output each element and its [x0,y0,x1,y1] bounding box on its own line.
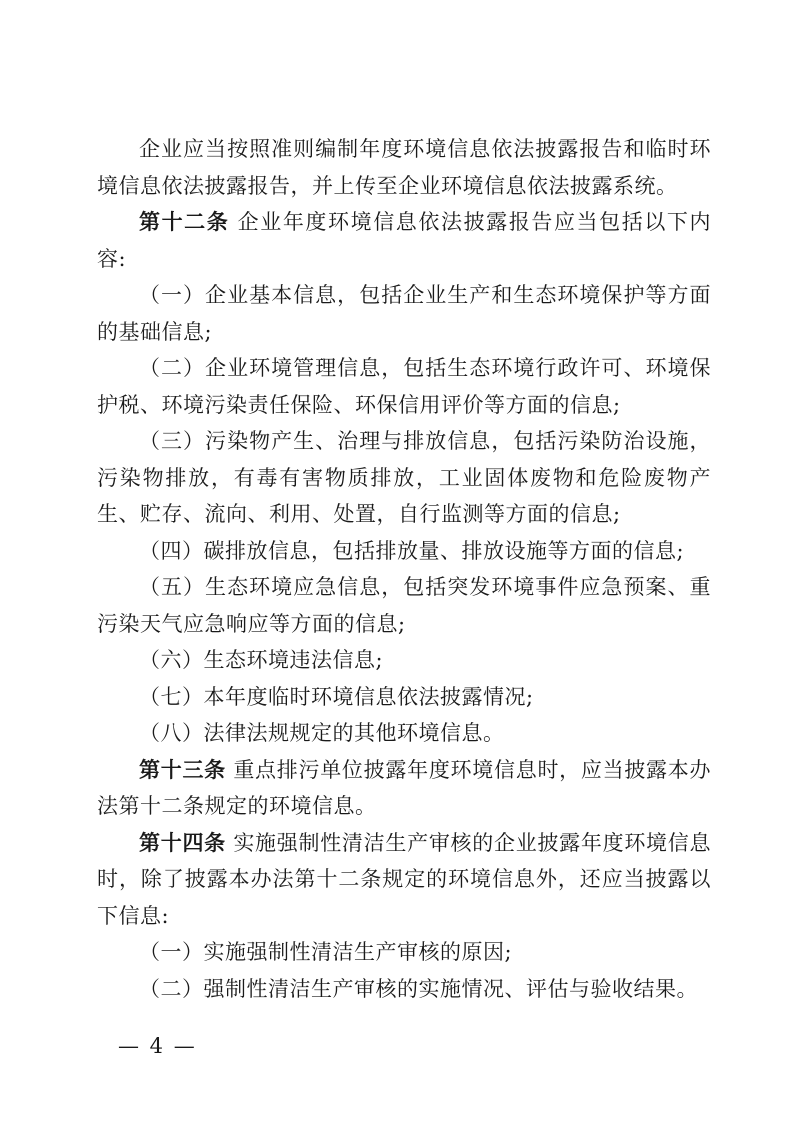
document-body [97,131,711,1007]
list-item: （五）生态环境应急信息，包括突发环境事件应急预案、重污染天气应急响应等方面的信息; [97,575,711,636]
list-item: （六）生态环境违法信息; [139,648,384,672]
article-heading: 第十三条 [139,757,226,782]
page-number: — 4 — [118,1034,197,1058]
list-item: （四）碳排放信息，包括排放量、排放设施等方面的信息; [139,538,685,563]
article-heading: 第十四条 [139,830,226,855]
list-item: （二）企业环境管理信息，包括生态环境行政许可、环境保护税、环境污染责任保险、环保信用评价等方面的信息; [97,356,711,417]
list-item: （一）企业基本信息，包括企业生产和生态环境保护等方面的基础信息; [97,283,711,344]
article-12: 第十二条 企业年度环境信息依法披露报告应当包括以下内容: [97,210,712,271]
list-item: （二）强制性清洁生产审核的实施情况、评估与验收结果。 [139,976,698,1001]
list-item: （八）法律法规规定的其他环境信息。 [139,721,505,745]
list-item: （一）实施强制性清洁生产审核的原因; [139,940,513,964]
list-item: （三）污染物产生、治理与排放信息，包括污染防治设施，污染物排放，有毒有害物质排放，工业固体废物和危险废物产生、贮存、流向、利用、处置，自行监测等方面的信息; [97,429,711,526]
article-heading: 第十二条 [139,210,230,234]
article-14: 第十四条 实施强制性清洁生产审核的企业披露年度环境信息时，除了披露本办法第十二条规定的环境信息外，还应当披露以下信息: [97,830,712,928]
article-13: 第十三条 重点排污单位披露年度环境信息时，应当披露本办法第十二条规定的环境信息。 [97,757,712,818]
list-item: （七）本年度临时环境信息依法披露情况; [139,684,534,709]
paragraph: 企业应当按照准则编制年度环境信息依法披露报告和临时环境信息依法披露报告，并上传至企业环境信息依法披露系统。 [97,137,711,198]
